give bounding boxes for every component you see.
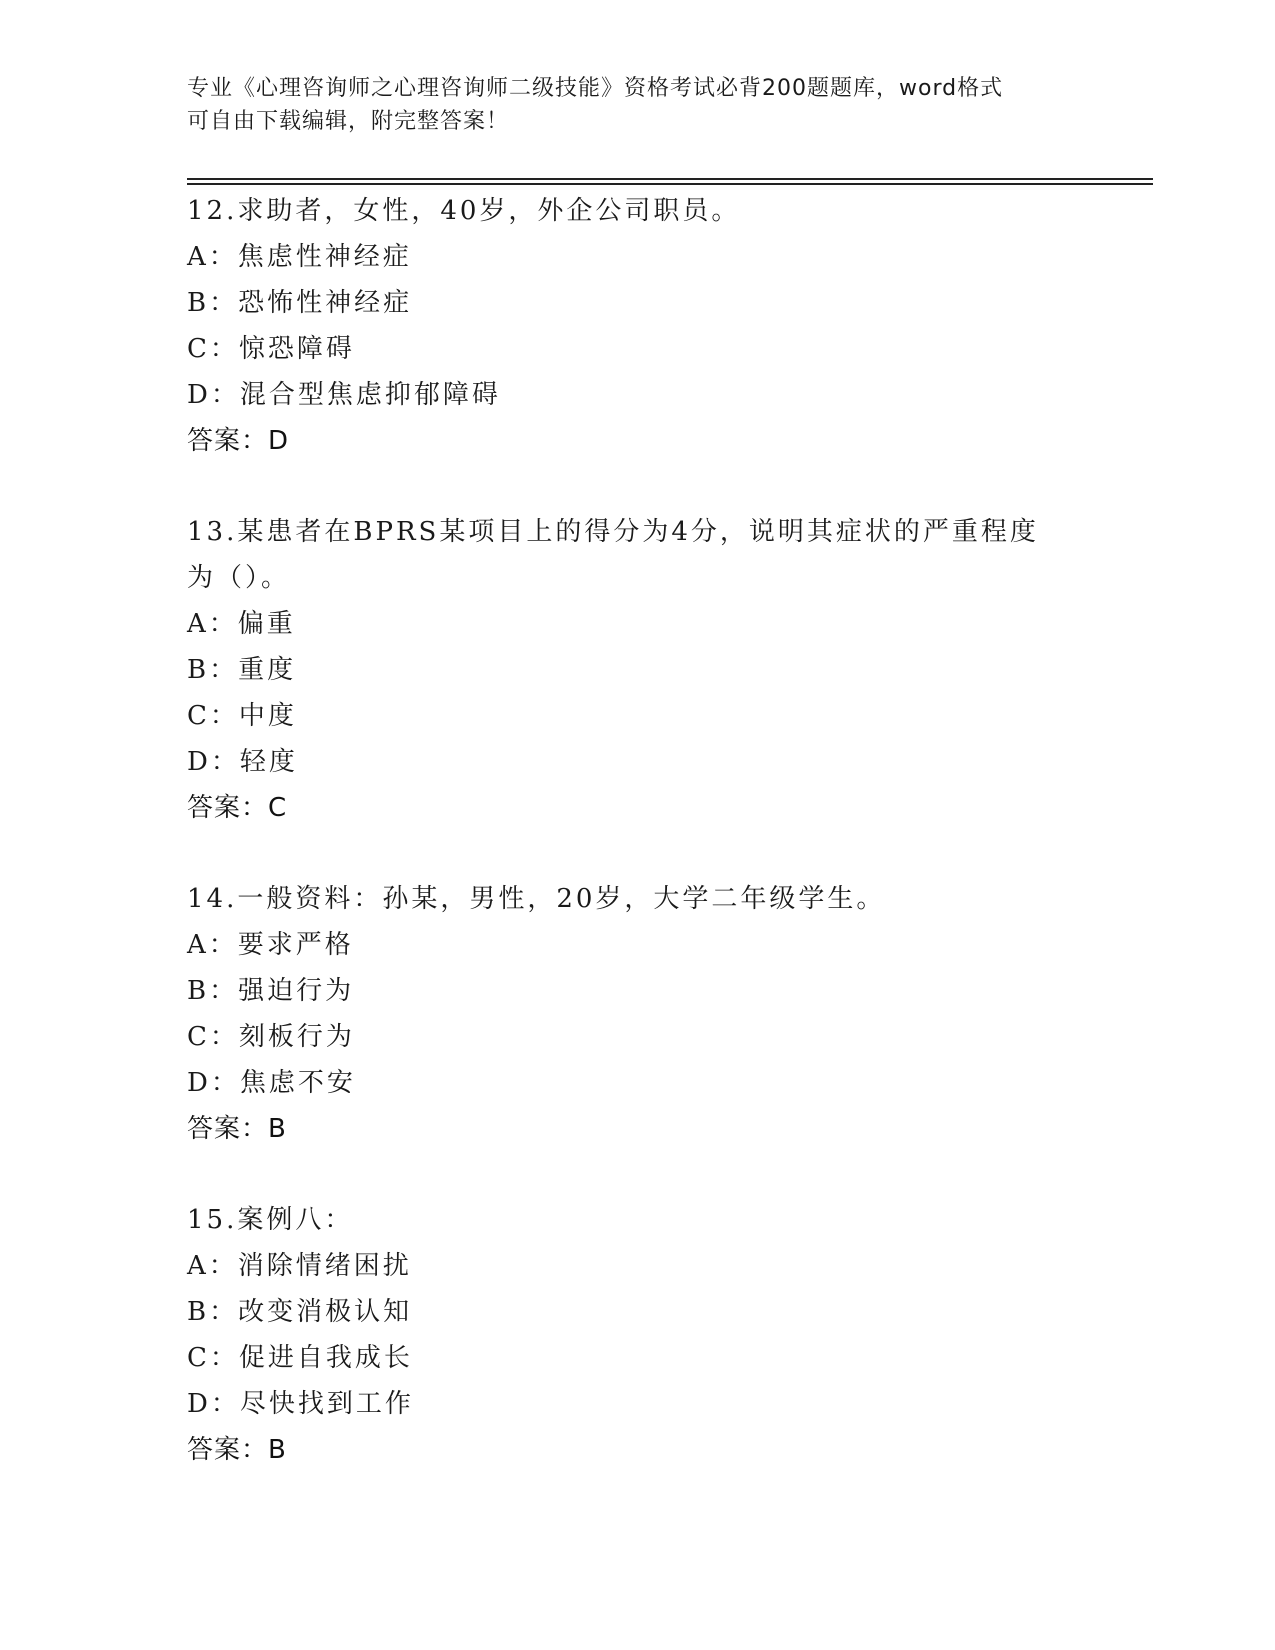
option-a: A：焦虑性神经症	[187, 242, 412, 272]
option-b: B：恐怖性神经症	[187, 288, 413, 318]
option-b: B：重度	[187, 655, 297, 685]
option-b: B：改变消极认知	[187, 1297, 413, 1327]
option-d: D：混合型焦虑抑郁障碍	[187, 380, 501, 410]
answer: 答案：C	[187, 793, 288, 823]
question-14	[187, 876, 1067, 1152]
question-stem: 15.案例八：	[187, 1205, 354, 1235]
question-stem: 12.求助者，女性，40岁，外企公司职员。	[187, 196, 741, 226]
question-15	[187, 1197, 1067, 1473]
question-13	[187, 509, 1067, 831]
question-stem: 14.一般资料：孙某，男性，20岁，大学二年级学生。	[187, 884, 886, 914]
option-b: B：强迫行为	[187, 976, 355, 1006]
header-divider-bottom	[187, 183, 1153, 185]
question-list	[187, 188, 1067, 1518]
option-d: D：焦虑不安	[187, 1068, 356, 1098]
option-c: C：中度	[187, 701, 297, 731]
document-header	[187, 72, 1067, 138]
answer: 答案：D	[187, 426, 290, 456]
option-a: A：偏重	[187, 609, 296, 639]
option-c: C：惊恐障碍	[187, 334, 355, 364]
question-stem: 13.某患者在BPRS某项目上的得分为4分，说明其症状的严重程度为（）。	[187, 517, 1039, 593]
option-a: A：消除情绪困扰	[187, 1251, 412, 1281]
answer: 答案：B	[187, 1114, 287, 1144]
header-divider-top	[187, 178, 1153, 180]
header-line-1: 专业《心理咨询师之心理咨询师二级技能》资格考试必背200题题库，word格式	[187, 76, 1004, 101]
header-line-2: 可自由下载编辑，附完整答案！	[187, 109, 510, 134]
option-d: D：尽快找到工作	[187, 1389, 414, 1419]
option-a: A：要求严格	[187, 930, 354, 960]
option-c: C：促进自我成长	[187, 1343, 413, 1373]
option-d: D：轻度	[187, 747, 298, 777]
option-c: C：刻板行为	[187, 1022, 355, 1052]
question-12	[187, 188, 1067, 464]
answer: 答案：B	[187, 1435, 287, 1465]
